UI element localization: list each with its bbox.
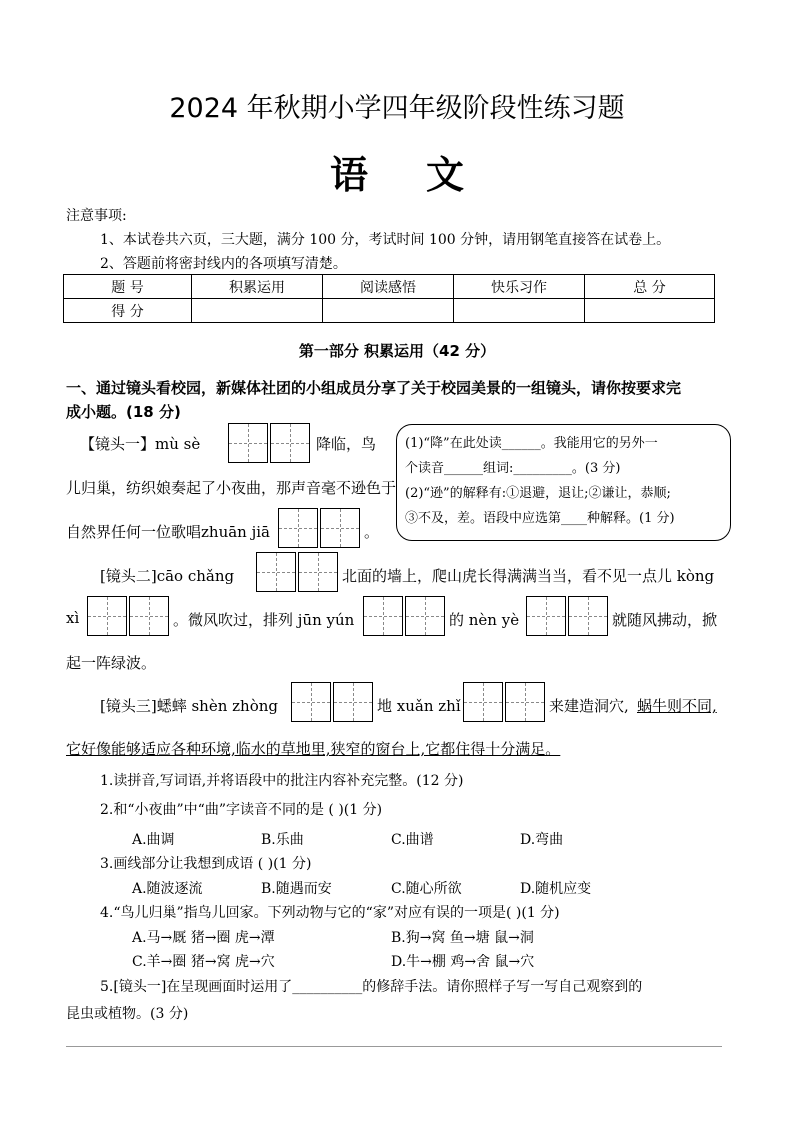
notice-heading: 注意事项: [66,208,127,224]
shot3-text: 地 xuǎn zhǐ [377,697,461,715]
exam-title: 2024 年秋期小学四年级阶段性练习题 [169,93,625,124]
score-header-cell: 题 号 [64,275,192,299]
notice-item: 2、答题前将密封线内的各项填写清楚。 [100,256,347,272]
option-b[interactable]: B.乐曲 [261,832,304,848]
q1-intro: 一、通过镜头看校园，新媒体社团的小组成员分享了关于校园美景的一组镜头，请你按要求完 [66,379,682,397]
option-a[interactable]: A.曲调 [132,832,175,848]
annotation-line: (1)“降”在此处读______。我能用它的另外一 [405,436,658,451]
score-input-cell[interactable] [454,299,585,323]
answer-grid[interactable] [256,552,338,592]
question-4: 4.“鸟儿归巢”指鸟儿回家。下列动物与它的“家”对应有误的一项是( )(1 分) [100,905,560,921]
answer-grid[interactable] [363,596,445,636]
shot2-text: 北面的墙上，爬山虎长得满满当当，看不见一点儿 kòng [342,567,715,585]
option-c[interactable]: C.随心所欲 [391,881,462,897]
score-header-cell: 积累运用 [192,275,323,299]
shot2-text: xì [66,609,80,627]
shot2-label: [镜头二]cāo chǎng [100,567,235,585]
score-header-cell: 总 分 [585,275,715,299]
question-2: 2.和“小夜曲”中“曲”字读音不同的是 ( )(1 分) [100,802,383,818]
score-row-label: 得 分 [64,299,192,323]
shot3-underlined-text: 它好像能够适应各种环境,临水的草地里,狭窄的窗台上,它都住得十分满足。 [66,740,561,758]
shot1-text: 自然界任何一位歌唱zhuān jiā [66,523,270,541]
option-c[interactable]: C.羊→圈 猪→窝 虎→穴 [132,954,275,970]
option-b[interactable]: B.随遇而安 [261,881,332,897]
shot2-text: 。微风吹过，排列 jūn yún [173,611,355,629]
option-d[interactable]: D.弯曲 [520,832,564,848]
shot3-text: 来建造洞穴, [549,697,629,715]
shot3-label: [镜头三]蟋蟀 shèn zhòng [100,697,278,715]
answer-line[interactable] [66,1046,722,1047]
option-a[interactable]: A.马→厩 猪→圈 虎→潭 [132,930,275,946]
question-3: 3.画线部分让我想到成语 ( )(1 分) [100,856,312,872]
part1-heading: 第一部分 积累运用（42 分） [298,342,496,360]
question-5: 5.[镜头一]在呈现画面时运用了__________的修辞手法。请你照样子写一写自己观察到的 [100,979,643,995]
shot1-text: 儿归巢，纺织娘奏起了小夜曲，那声音毫不逊色于 [66,479,397,497]
q1-intro-cont: 成小题。(18 分) [66,403,181,421]
annotation-line: 个读音______组词:_________。(3 分) [405,461,621,476]
answer-grid[interactable] [87,596,169,636]
question-1: 1.读拼音,写词语,并将语段中的批注内容补充完整。(12 分) [100,773,464,789]
option-a[interactable]: A.随波逐流 [132,881,203,897]
question-5-cont: 昆虫或植物。(3 分) [66,1006,189,1022]
score-table-score-row [64,299,715,323]
shot3-underlined-text: 蜗牛则不同, [637,697,717,715]
score-table-header-row [64,275,715,299]
answer-grid[interactable] [228,423,310,463]
score-header-cell: 阅读感悟 [323,275,454,299]
answer-grid[interactable] [278,508,360,548]
score-header-cell: 快乐习作 [454,275,585,299]
notice-item: 1、本试卷共六页，三大题，满分 100 分，考试时间 100 分钟，请用钢笔直接答在试卷上。 [100,232,671,248]
shot1-text: 降临，鸟 [316,435,377,453]
score-input-cell[interactable] [323,299,454,323]
score-input-cell[interactable] [585,299,715,323]
shot2-text: 起一阵绿波。 [66,654,157,672]
annotation-line: ③不及，差。语段中应选第____种解释。(1 分) [405,511,675,526]
subject-title: 语文 [329,153,522,197]
shot2-text: 就随风拂动，掀 [612,611,718,629]
shot1-label: 【镜头一】mù sè [80,435,201,453]
score-table [63,274,715,323]
annotation-line: (2)“逊”的解释有:①退避，退让;②谦让，恭顺; [405,486,671,501]
shot1-text: 。 [364,523,380,541]
answer-grid[interactable] [463,682,545,722]
option-d[interactable]: D.牛→棚 鸡→舍 鼠→穴 [391,954,535,970]
annotation-box [396,424,731,541]
answer-grid[interactable] [526,596,608,636]
shot2-text: 的 nèn yè [449,611,520,629]
option-d[interactable]: D.随机应变 [520,881,592,897]
score-input-cell[interactable] [192,299,323,323]
answer-grid[interactable] [291,682,373,722]
option-c[interactable]: C.曲谱 [391,832,434,848]
option-b[interactable]: B.狗→窝 鱼→塘 鼠→洞 [391,930,534,946]
